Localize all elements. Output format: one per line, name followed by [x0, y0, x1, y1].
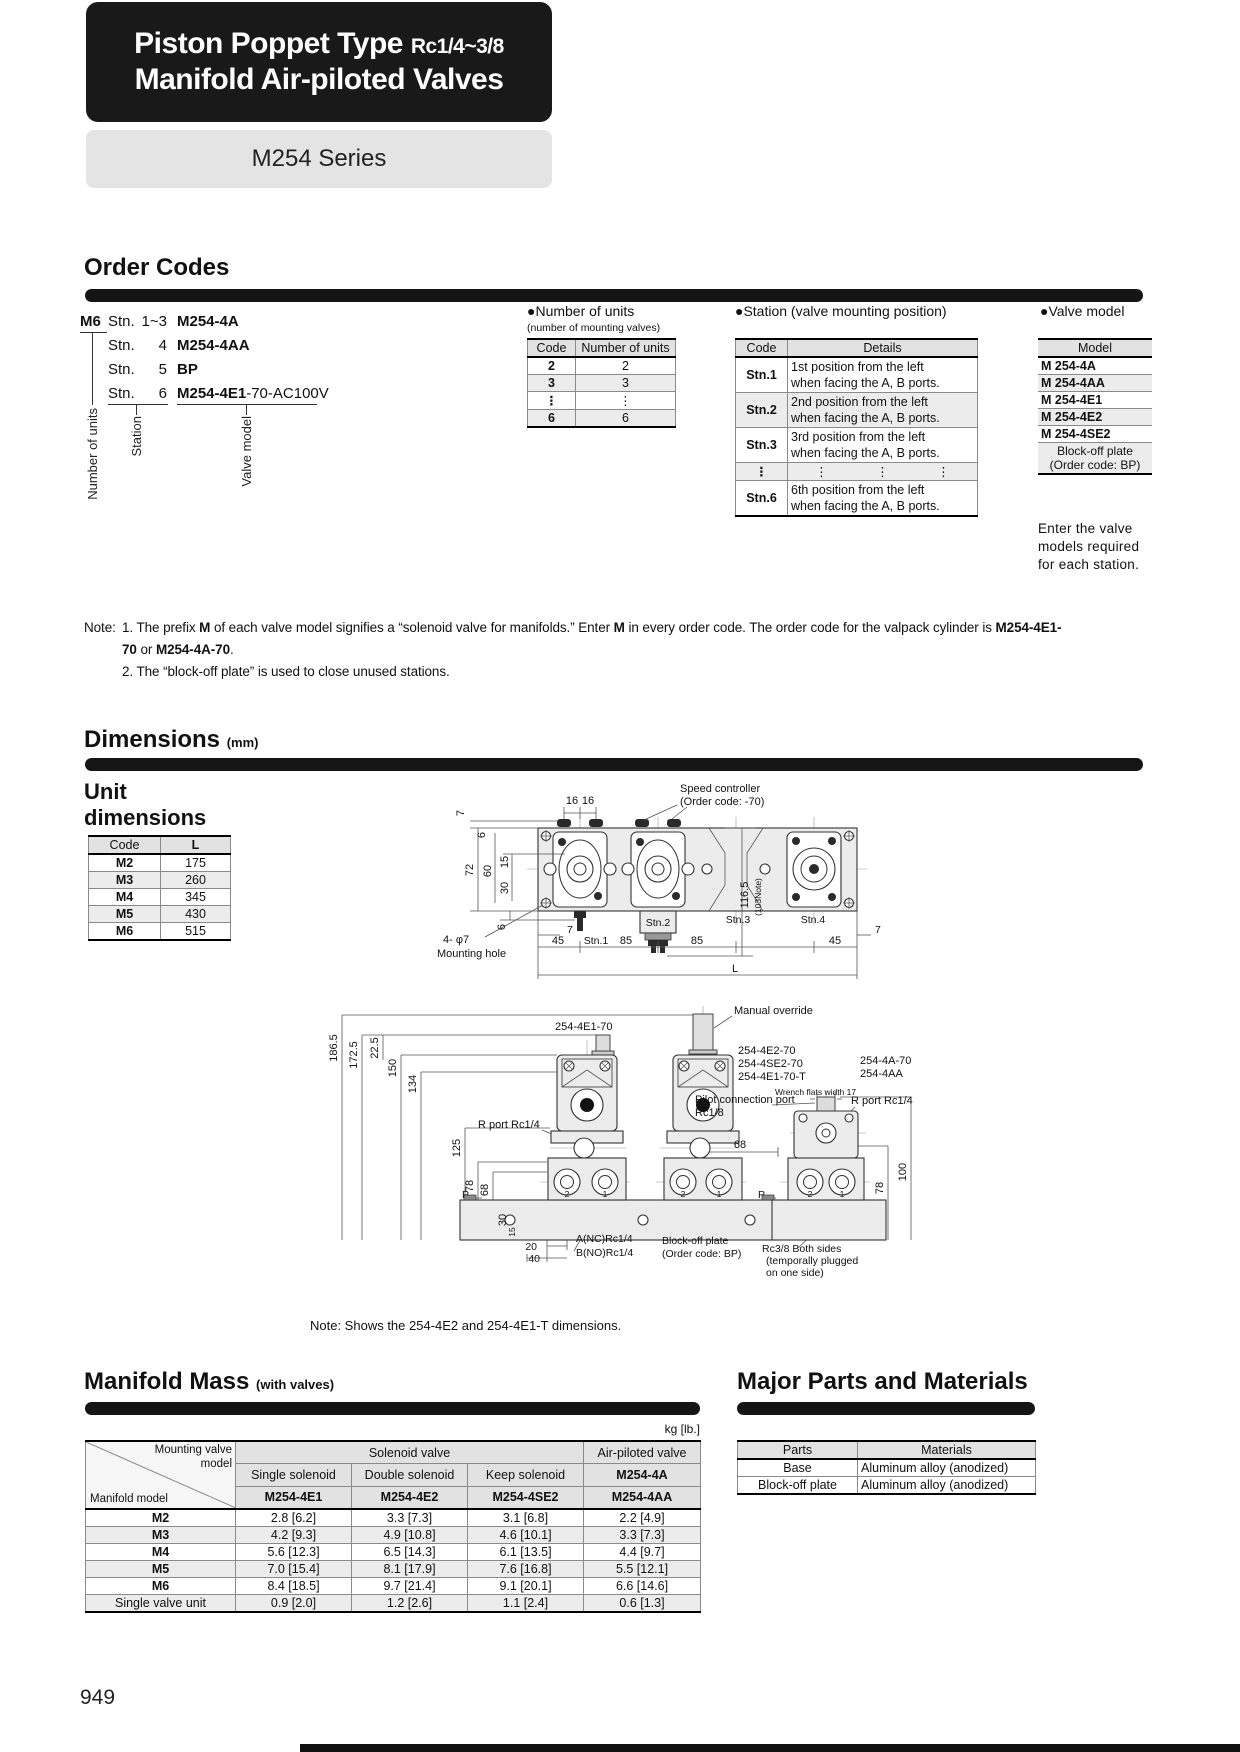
order-example-num: 6 [158, 385, 167, 402]
table-row [86, 1595, 701, 1613]
order-example-model: BP [177, 361, 198, 378]
order-codes-heading: Order Codes [84, 254, 230, 281]
corner-top-label: Mounting valve model [154, 1444, 232, 1470]
dim-15: 15 [499, 855, 511, 869]
cell: 6.5 [14.3] [352, 1544, 468, 1561]
table-row [89, 923, 231, 941]
cell: M 254-4E1 [1038, 392, 1152, 409]
station-table [735, 338, 978, 517]
table-row [528, 375, 676, 392]
label-pilot-port-size: Rc1/8 [695, 1107, 724, 1119]
dim-6: 6 [476, 831, 488, 839]
dim-68: 68 [479, 1183, 491, 1197]
order-example-row: Stn. [108, 385, 135, 402]
cell: M4 [89, 889, 161, 906]
label-254-4A-70: 254-4A-70 [860, 1055, 912, 1067]
dim-6: 6 [496, 923, 508, 931]
col-header: M254-4SE2 [468, 1486, 584, 1509]
table-row [1038, 443, 1152, 475]
section-bar [85, 758, 1143, 771]
table-row [738, 1459, 1036, 1477]
cell: M2 [86, 1509, 236, 1527]
unit-dimensions-table [88, 835, 231, 941]
cell: M6 [89, 923, 161, 941]
dim-85: 85 [690, 935, 704, 947]
cell: Block-off plate [738, 1477, 858, 1495]
cell: 7.6 [16.8] [468, 1561, 584, 1578]
dim-116-5: 116.5 [739, 881, 751, 909]
cell: 3 [528, 375, 576, 392]
station-table-title: ●Station (valve mounting position) [735, 303, 947, 319]
dim-68: 68 [733, 1139, 747, 1151]
cell: M 254-4AA [1038, 375, 1152, 392]
label-stn3: Stn.3 [725, 914, 751, 926]
valve-station2 [619, 819, 694, 953]
dim-30: 30 [497, 1213, 509, 1227]
col-header: L [161, 836, 231, 854]
port-number: 1 [602, 1189, 608, 1199]
cell: Block-off plate (Order code: BP) [1038, 443, 1152, 475]
dim-40: 40 [528, 1253, 540, 1265]
table-row [528, 410, 676, 428]
cell: 2.8 [6.2] [236, 1509, 352, 1527]
cell: 9.7 [21.4] [352, 1578, 468, 1595]
label-p-port-right: P [758, 1189, 766, 1201]
cell: 3rd position from the left when facing the A, B ports. [788, 428, 978, 463]
cell: M5 [86, 1561, 236, 1578]
order-example-model: M254-4E1-70-AC100V [177, 385, 329, 402]
label-wrench-flats: Wrench flats width 17 [775, 1087, 857, 1097]
dim-186-5: 186.5 [328, 1034, 340, 1062]
port-number: 2 [564, 1189, 570, 1199]
table-row [736, 463, 978, 481]
dim-78: 78 [464, 1179, 476, 1193]
section-bar [85, 1402, 700, 1415]
cell: 5.5 [12.1] [584, 1561, 701, 1578]
divider [108, 404, 168, 405]
cell: M4 [86, 1544, 236, 1561]
page-number: 949 [80, 1686, 116, 1709]
table-row [528, 357, 676, 375]
dim-7: 7 [567, 924, 573, 936]
col-header: M254-4E1 [236, 1486, 352, 1509]
label-rc38-3: on one side) [766, 1267, 824, 1279]
cell: 3.3 [7.3] [584, 1527, 701, 1544]
cell: M3 [86, 1527, 236, 1544]
table-row [1038, 409, 1152, 426]
order-example-row: Stn. [108, 313, 135, 330]
label-a-port: A(NC)Rc1/4 [576, 1233, 633, 1245]
col-header: Materials [858, 1441, 1036, 1459]
table-row [736, 357, 978, 393]
page-title [86, 27, 552, 61]
top-view-drawing [415, 775, 1075, 985]
dim-L: L [731, 963, 739, 975]
title-size-range: Rc1/4~3/8 [410, 35, 504, 58]
cell: 0.9 [2.0] [236, 1595, 352, 1613]
cell: 6 [528, 410, 576, 428]
single-unit-base [772, 1200, 886, 1240]
valve-table-title: ●Valve model [1040, 303, 1125, 319]
valve-station4 [787, 832, 841, 907]
drawing-note: Note: Shows the 254-4E2 and 254-4E1-T dimensions. [310, 1318, 622, 1333]
dim-22-5: 22.5 [369, 1037, 381, 1059]
front-view-drawing [310, 1000, 1090, 1300]
cell: M 254-4A [1038, 357, 1152, 375]
col-header: Code [528, 339, 576, 357]
port-number: 2 [807, 1189, 813, 1199]
col-group-header: Air-piloted valve [584, 1441, 701, 1464]
table-header-row [89, 836, 231, 854]
cell: 6.6 [14.6] [584, 1578, 701, 1595]
order-example-model: M254-4A [177, 313, 239, 330]
unit-dimensions-subheading: Unit dimensions [84, 779, 207, 831]
table-header-row [528, 339, 676, 357]
dim-172-5: 172.5 [348, 1041, 360, 1069]
cell: Stn.6 [736, 481, 788, 517]
units-table [527, 338, 676, 428]
parts-table [737, 1440, 1036, 1495]
cell: ⋮ ⋮ ⋮ [788, 463, 978, 481]
section-bar [737, 1402, 1035, 1415]
cell: 9.1 [20.1] [468, 1578, 584, 1595]
col-header: Double solenoid [352, 1464, 468, 1486]
valve-table-footnote: Enter the valve models required for each station. [1038, 521, 1140, 573]
cell: M 254-4E2 [1038, 409, 1152, 426]
label-stn2: Stn.2 [645, 917, 671, 929]
cell: 345 [161, 889, 231, 906]
order-example-prefix: M6 [80, 313, 101, 330]
footer-bar [300, 1744, 1240, 1752]
cell: Aluminum alloy (anodized) [858, 1459, 1036, 1477]
cell: 4.6 [10.1] [468, 1527, 584, 1544]
col-group-header: Solenoid valve [236, 1441, 584, 1464]
table-row [86, 1544, 701, 1561]
label-254-4E2-70: 254-4E2-70 [738, 1045, 796, 1057]
cell: ⋮ [736, 463, 788, 481]
table-row [1038, 375, 1152, 392]
parts-heading: Major Parts and Materials [737, 1368, 1028, 1395]
cell: 2 [576, 357, 676, 375]
label-b-port: B(NO)Rc1/4 [576, 1247, 634, 1259]
label-speed-controller-code: (Order code: -70) [680, 796, 765, 808]
label-254-4E1-70-T: 254-4E1-70-T [738, 1071, 806, 1083]
port-number: 1 [716, 1189, 722, 1199]
cell: 1st position from the left when facing the A, B ports. [788, 357, 978, 393]
cell: 7.0 [15.4] [236, 1561, 352, 1578]
valve-254-4E1 [548, 1035, 626, 1200]
divider [177, 404, 317, 405]
col-header: Model [1038, 339, 1152, 357]
cell: 430 [161, 906, 231, 923]
label-speed-controller: Speed controller [680, 783, 761, 795]
dim-103: (103Note) [753, 878, 763, 916]
divider [92, 333, 93, 405]
cell: 175 [161, 854, 231, 872]
order-example-row: Stn. [108, 337, 135, 354]
cell: Base [738, 1459, 858, 1477]
dim-78: 78 [874, 1181, 886, 1195]
dim-16: 16 [565, 795, 579, 807]
divider [246, 405, 247, 415]
dim-45: 45 [551, 935, 565, 947]
label-stn1: Stn.1 [583, 935, 609, 947]
col-header: Details [788, 339, 978, 357]
label-p-port-left: P [462, 1189, 470, 1201]
dim-150: 150 [387, 1058, 399, 1078]
units-table-title: ●Number of units [527, 303, 635, 319]
col-header: Code [89, 836, 161, 854]
table-row [1038, 426, 1152, 443]
order-example-num: 1~3 [141, 313, 167, 330]
table-row [736, 481, 978, 517]
dimensions-heading: Dimensions (mm) [84, 726, 259, 753]
table-row [89, 906, 231, 923]
order-label-station: Station [129, 416, 144, 457]
cell: 2nd position from the left when facing the A, B ports. [788, 393, 978, 428]
table-row [736, 428, 978, 463]
table-row [86, 1578, 701, 1595]
col-header: Number of units [576, 339, 676, 357]
dim-85: 85 [619, 935, 633, 947]
cell: 4.4 [9.7] [584, 1544, 701, 1561]
order-label-units: Number of units [85, 408, 100, 500]
dim-7: 7 [455, 809, 467, 817]
valve-model-table [1038, 338, 1152, 475]
label-manual-override: Manual override [734, 1005, 813, 1017]
table-row [86, 1561, 701, 1578]
order-example-row: Stn. [108, 361, 135, 378]
divider [136, 405, 137, 415]
table-row [528, 392, 676, 410]
col-header: Code [736, 339, 788, 357]
label-mounting-hole-qty: 4- φ7 [443, 934, 470, 946]
dim-15: 15 [507, 1227, 517, 1237]
manifold-mass-heading: Manifold Mass (with valves) [84, 1368, 335, 1395]
dim-16: 16 [581, 795, 595, 807]
title-sub: Manifold Air-piloted Valves [134, 63, 504, 96]
cell: 5.6 [12.3] [236, 1544, 352, 1561]
cell: 6th position from the left when facing the A, B ports. [788, 481, 978, 517]
col-header: M254-4E2 [352, 1486, 468, 1509]
cell: 4.2 [9.3] [236, 1527, 352, 1544]
label-blockoff-code: (Order code: BP) [662, 1248, 742, 1260]
page-title-banner [86, 2, 552, 122]
dim-30: 30 [499, 881, 511, 895]
label-rc38: Rc3/8 Both sides [762, 1243, 842, 1255]
label-rc38-2: (temporally plugged [766, 1255, 859, 1267]
label-blockoff-plate: Block-off plate [662, 1235, 729, 1247]
col-header: M254-4A [584, 1464, 701, 1486]
units-table-subtitle: (number of mounting valves) [527, 322, 661, 334]
label-r-port-right: R port Rc1/4 [851, 1095, 913, 1107]
label-r-port-left: R port Rc1/4 [478, 1119, 540, 1131]
table-row [738, 1477, 1036, 1495]
note-1: 1. The prefix M of each valve model signifies a “solenoid valve for manifolds.” Enter M in every order code. The order code for the valpack cylinder is M254-4E1-70 or M254-4A-70. [122, 620, 1062, 657]
cell: 6 [576, 410, 676, 428]
valve-station1 [544, 819, 616, 931]
corner-bottom-label: Manifold model [90, 1493, 168, 1505]
cell: Stn.3 [736, 428, 788, 463]
dim-60: 60 [482, 864, 494, 878]
cell: M 254-4SE2 [1038, 426, 1152, 443]
order-label-valve: Valve model [239, 416, 254, 487]
table-row [86, 1527, 701, 1544]
divider [80, 332, 107, 333]
table-row [86, 1509, 701, 1527]
cell: Single valve unit [86, 1595, 236, 1613]
cell: 2.2 [4.9] [584, 1509, 701, 1527]
note-label: Note: [84, 620, 116, 635]
col-header: Parts [738, 1441, 858, 1459]
valve-254-4A-unit [788, 1097, 864, 1200]
cell: Aluminum alloy (anodized) [858, 1477, 1036, 1495]
label-254-4E1-70: 254-4E1-70 [555, 1021, 613, 1033]
cell: ⋮ [576, 392, 676, 410]
table-row [1038, 357, 1152, 375]
table-row [1038, 392, 1152, 409]
series-label: M254 Series [251, 145, 387, 172]
cell: 8.4 [18.5] [236, 1578, 352, 1595]
label-pilot-port: Pilot connection port [695, 1094, 795, 1106]
cell: M5 [89, 906, 161, 923]
cell: 1.1 [2.4] [468, 1595, 584, 1613]
table-header-row [738, 1441, 1036, 1459]
order-example-num: 5 [158, 361, 167, 378]
cell: 3 [576, 375, 676, 392]
table-row [89, 889, 231, 906]
cell: 3.1 [6.8] [468, 1509, 584, 1527]
label-254-4SE2-70: 254-4SE2-70 [738, 1058, 803, 1070]
port-number: 2 [680, 1189, 686, 1199]
dim-125: 125 [451, 1138, 463, 1158]
col-header: Single solenoid [236, 1464, 352, 1486]
cell: 6.1 [13.5] [468, 1544, 584, 1561]
section-bar [85, 289, 1143, 302]
cell: 3.3 [7.3] [352, 1509, 468, 1527]
order-example-num: 4 [158, 337, 167, 354]
label-stn4: Stn.4 [800, 914, 826, 926]
port-number: 1 [839, 1189, 845, 1199]
cell: M3 [89, 872, 161, 889]
dim-20: 20 [525, 1241, 537, 1253]
cell: Stn.2 [736, 393, 788, 428]
manifold-mass-table [85, 1440, 701, 1613]
table-header-row [1038, 339, 1152, 357]
cell: 8.1 [17.9] [352, 1561, 468, 1578]
label-mounting-hole: Mounting hole [437, 948, 507, 960]
cell: 0.6 [1.3] [584, 1595, 701, 1613]
series-banner [86, 130, 552, 188]
cell: 4.9 [10.8] [352, 1527, 468, 1544]
cell: 515 [161, 923, 231, 941]
cell: 2 [528, 357, 576, 375]
dim-100: 100 [897, 1162, 909, 1182]
dim-7: 7 [875, 924, 881, 936]
note-2: 2. The “block-off plate” is used to close unused stations. [122, 664, 450, 679]
col-header: M254-4AA [584, 1486, 701, 1509]
label-254-4AA: 254-4AA [860, 1068, 903, 1080]
dim-72: 72 [464, 863, 476, 877]
cell: Stn.1 [736, 357, 788, 393]
table-header-row [86, 1441, 701, 1464]
dim-45: 45 [828, 935, 842, 947]
table-row [89, 854, 231, 872]
cell: ⋮ [528, 392, 576, 410]
cell: M6 [86, 1578, 236, 1595]
table-row [736, 393, 978, 428]
mass-unit-label: kg [lb.] [664, 1422, 700, 1436]
cell: M2 [89, 854, 161, 872]
cell: 1.2 [2.6] [352, 1595, 468, 1613]
cell: 260 [161, 872, 231, 889]
order-example-model: M254-4AA [177, 337, 250, 354]
table-header-row [736, 339, 978, 357]
dim-134: 134 [407, 1074, 419, 1094]
table-row [89, 872, 231, 889]
col-header: Keep solenoid [468, 1464, 584, 1486]
corner-cell [86, 1441, 236, 1509]
title-main: Piston Poppet Type [134, 27, 403, 60]
